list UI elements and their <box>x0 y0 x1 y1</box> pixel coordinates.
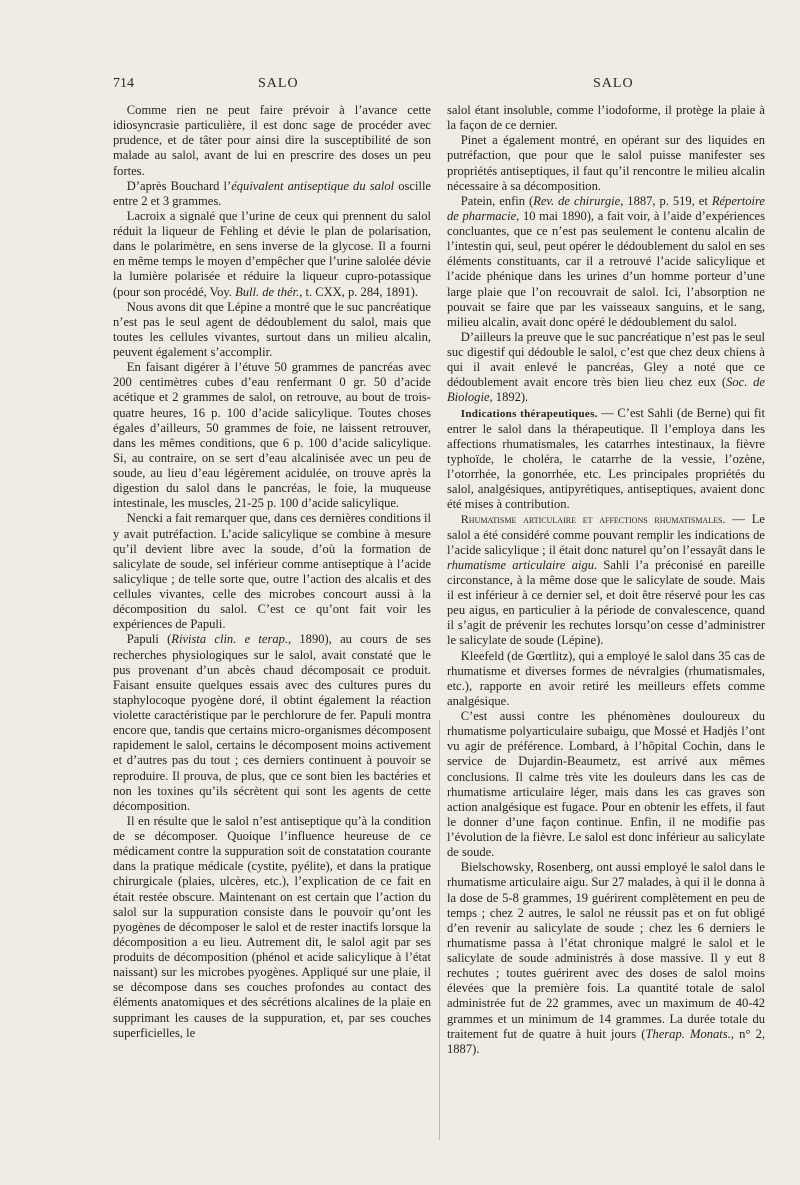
paragraph <box>447 709 765 860</box>
section-heading: Rhumatisme articulaire et affections rhumatismales. <box>460 512 726 527</box>
paragraph <box>113 360 431 511</box>
text-run: Nencki a fait remarquer que, dans ces dernières conditions il y avait putréfaction. L’acide salicylique se combine à mesure qu’il devient libre avec la soude, d’où la formation de salicylate de soude, sel inférieur comme antiseptique à l’acide salicylique ; de telle sorte que, outre l’action des alcalis et des cellules vivantes, celle des microbes concourt aussi à la décomposition du salol. C’est ce qu’ont fait voir les expériences de Papuli. <box>113 511 431 632</box>
italic-reference: Bull. de thér. <box>235 284 300 299</box>
text-run: , t. CXX, p. 284, 1891). <box>299 284 419 299</box>
text-run: — C’est Sahli (de Berne) qui fit entrer le salol dans la thérapeutique. Il l’employa dans les affections rhumatismales, les catarrhes intestinaux, la fièvre typhoïde, le choléra, le catarrhe de la vessie, l’ozène, l’otorrhée, la gonorrhée, etc. Les principales propriétés du salol, analgésiques, antipyrétiques, antiseptiques, avaient donc été mises à contribution. <box>447 405 765 512</box>
text-run: . Sahli l’a préconisé en pareille circonstance, à la même dose que le salicylate de soude. Mais il est inférieur à ce dernier sel, et doit être réservé pour les cas peu aigus, en particulier à la période de convalescence, quand il s’agit de prévenir les rechutes lorsqu’on cesse d’administrer le salicylate de soude (Lépine). <box>447 557 765 648</box>
paragraph <box>113 511 431 632</box>
paragraph <box>447 860 765 1057</box>
paragraph <box>447 103 765 133</box>
text-run: En faisant digérer à l’étuve 50 grammes de pancréas avec 200 centimètres cubes d’eau renfermant 0 gr. 50 d’acide acétique et 2 grammes de salol, on retrouve, au bout de trois-quatre heures, 16 p. 100 d’acide salicylique. Toutes choses égales d’ailleurs, 50 grammes de foie, ne laissent retrouver, dans les mêmes conditions, que 6 p. 100 d’acide salicylique. Si, au contraire, on se sert d’eau alcalinisée avec un peu de soude, au lieu d’eau légèrement acidulée, on trouve après la digestion du salol dans le pancréas, le foie, la muqueuse intestinale, les muscles, 21-25 p. 100 d’acide salicylique. <box>113 360 431 511</box>
italic-reference: Rivista clin. e terap. <box>171 632 289 647</box>
italic-reference: Rev. de chirurgie <box>533 193 621 208</box>
text-run: D’ailleurs la preuve que le suc pancréatique n’est pas le seul suc digestif qui dédouble le salol, c’est que chez deux chiens à qui il avait enlevé le pancréas, Gley a noté que ce dédoublement avait encore très bien lieu chez eux ( <box>447 329 765 390</box>
text-run: — Le salol a été considéré comme pouvant remplir les indications de l’acide salicylique ; il était donc naturel qu’on l’essayât dans le <box>447 512 765 557</box>
text-run: , 1890), au cours de ses recherches physiologiques sur le salol, avait constaté que le pus provenant d’un abcès chaud décomposait ce produit. Faisant ensuite quelques essais avec des cultures pures du staphylocoque pyogène doré, il obtint également la réaction violette caractéristique par le perchlorure de fer. Papuli montra encore que, tandis que certains micro-organismes décomposent rapidement le salol, certains le décomposent moins activement et d’autres pas du tout ; ces derniers continuent à pouvoir se reproduire. Il prouva, de plus, que ce sont bien les bactéries et non les toxines qu’ils sécrètent qui sont les agents de cette décomposition. <box>113 632 431 813</box>
paragraph <box>447 133 765 194</box>
paragraph <box>113 209 431 300</box>
italic-reference: Soc. de Biologie <box>447 375 766 405</box>
left-column <box>113 103 431 1041</box>
paragraph <box>113 814 431 1041</box>
text-run: D’après Bouchard l’ <box>126 178 232 193</box>
paragraph <box>447 330 765 406</box>
italic-reference: Therap. Monats. <box>645 1026 731 1041</box>
italic-reference: équivalent antiseptique du salol <box>231 178 395 193</box>
italic-reference: Répertoire de pharmacie <box>447 193 766 223</box>
page-number: 714 <box>113 76 134 91</box>
paragraph <box>447 649 765 710</box>
text-run: oscille entre 2 et 3 grammes. <box>113 178 432 208</box>
paragraph <box>113 179 431 209</box>
text-run: , 10 mai 1890), a fait voir, à l’aide d’expériences concluantes, que ce n’est pas seulement le contenu alcalin de l’intestin qui, seul, peut opérer le dédoublement du salol en ses éléments constituants, car il a retrouvé l’acide salicylique et l’acide phénique dans les urines d’un homme porteur d’une large plaie que l’on recouvrait de salol. Ici, l’absorption ne pouvait se faire que par les vaisseaux sanguins, et le sang, milieu alcalin, avait donc opéré le dédoublement du salol. <box>447 208 765 329</box>
column-divider <box>439 720 440 1140</box>
paragraph <box>447 406 765 513</box>
text-run: C’est aussi contre les phénomènes douloureux du rhumatisme polyarticulaire subaigu, que Mossé et Hadjès l’ont vu agir de préférence. Lombard, à l’hôpital Cochin, dans le service de Dujardin-Beaumetz, est arrivé aux mêmes conclusions. Il calme très vite les douleurs dans les cas de rhumatisme articulaire léger, mais dans les cas graves son action analgésique est fugace. Pour en obtenir les effets, il faut le donner d’une façon continue. Enfin, il ne modifie pas l’évolution de la fièvre. Le salol est donc inférieur au salicylate de soude. <box>447 709 765 860</box>
text-run: Nous avons dit que Lépine a montré que le suc pancréatique n’est pas le seul agent de dédoublement du salol, mais que toutes les cellules vivantes, surtout dans un milieu alcalin, peuvent également s’accomplir. <box>113 299 431 359</box>
text-run: Papuli ( <box>126 632 172 647</box>
paragraph <box>113 103 431 179</box>
text-run: Kleefeld (de Gœrtlitz), qui a employé le salol dans 35 cas de rhumatisme et diverses formes de névralgies (rhumatismales, etc.), rapporte en avoir retiré les meilleurs effets comme analgésique. <box>447 648 765 708</box>
text-run: Il en résulte que le salol n’est antiseptique qu’à la condition de se décomposer. Quoique l’influence heureuse de ce médicament contre la suppuration soit de constatation courante dans la pratique médicale (cystite, pyélite), et dans la pratique chirurgicale (plaies, ulcères, etc.), l’explication de ce fait en était restée obscure. Maintenant on est certain que l’action du salol sur la suppuration consiste dans le pouvoir qu’ont les pyogènes de décomposer le salol et de rester inactifs lorsque la décomposition a eu lieu. Autrement dit, le salol agit par ses produits de décomposition (phénol et acide salicylique à l’état naissant) sur les microbes pyogènes. Appliqué sur une plaie, il se décompose dans ses couches profondes au contact des éléments anatomiques et des sécrétions alcalines de la plaie en supprimant les causes de la suppuration, et, par ses couches superficielles, le <box>113 813 431 1040</box>
text-run: Bielschowsky, Rosenberg, ont aussi employé le salol dans le rhumatisme articulaire aigu. Sur 27 malades, à qui il le donna à la dose de 5-8 grammes, 19 guérirent complètement en peu de temps ; chez 2 autres, le salol ne réussit pas et on fut obligé d’en revenir au salicylate de soude ; chez les 6 derniers le rhumatisme passa à l’état chronique malgré le salol et le salicylate de soude administrés à dose massive. Il y eut 8 rechutes ; toutes guérirent avec des doses de salol moins élevées que la première fois. La quantité totale de salol administrée fut de 22 grammes, avec un maximum de 40-42 grammes et un minimum de 14 grammes. La durée totale du traitement fut de quatre à huit jours ( <box>447 860 765 1041</box>
running-title-right: SALO <box>593 76 634 91</box>
paragraph <box>447 512 765 648</box>
text-run: , 1887, p. 519, et <box>620 193 712 208</box>
text-run: Comme rien ne peut faire prévoir à l’avance cette idiosyncrasie particulière, il est donc sage de procéder avec prudence, et de tâter pour ainsi dire la susceptibilité de son malade au salol, avant de lui en prescrire des doses un peu fortes. <box>113 103 431 178</box>
text-run: salol étant insoluble, comme l’iodoforme, il protège la plaie à la façon de ce dernier. <box>447 103 765 133</box>
italic-reference: rhumatisme articulaire aigu <box>447 557 595 572</box>
running-title-left: SALO <box>258 76 299 91</box>
text-run: , n° 2, 1887). <box>447 1026 765 1056</box>
section-heading: Indications thérapeutiques. <box>460 407 598 420</box>
text-run: Pinet a également montré, en opérant sur des liquides en putréfaction, que pour que le salol puisse manifester ses propriétés antiseptiques, il faut qu’il rencontre le milieu alcalin nécessaire à sa décomposition. <box>447 133 765 193</box>
paragraph <box>447 194 765 330</box>
paragraph <box>113 300 431 361</box>
right-column <box>447 103 765 1057</box>
text-run: Patein, enfin ( <box>460 193 534 208</box>
text-run: Lacroix a signalé que l’urine de ceux qui prennent du salol réduit la liqueur de Fehling et dévie le plan de polarisation, dans le polarimètre, en sens inverse de la glycose. Il a fourni en même temps le moyen d’empêcher que l’urine salolée dévie la lumière polarisée et réduire la liqueur cupro-potassique (pour son procédé, Voy. <box>113 208 431 299</box>
text-run: , 1892). <box>489 390 529 405</box>
paragraph <box>113 632 431 814</box>
running-header <box>0 76 800 98</box>
